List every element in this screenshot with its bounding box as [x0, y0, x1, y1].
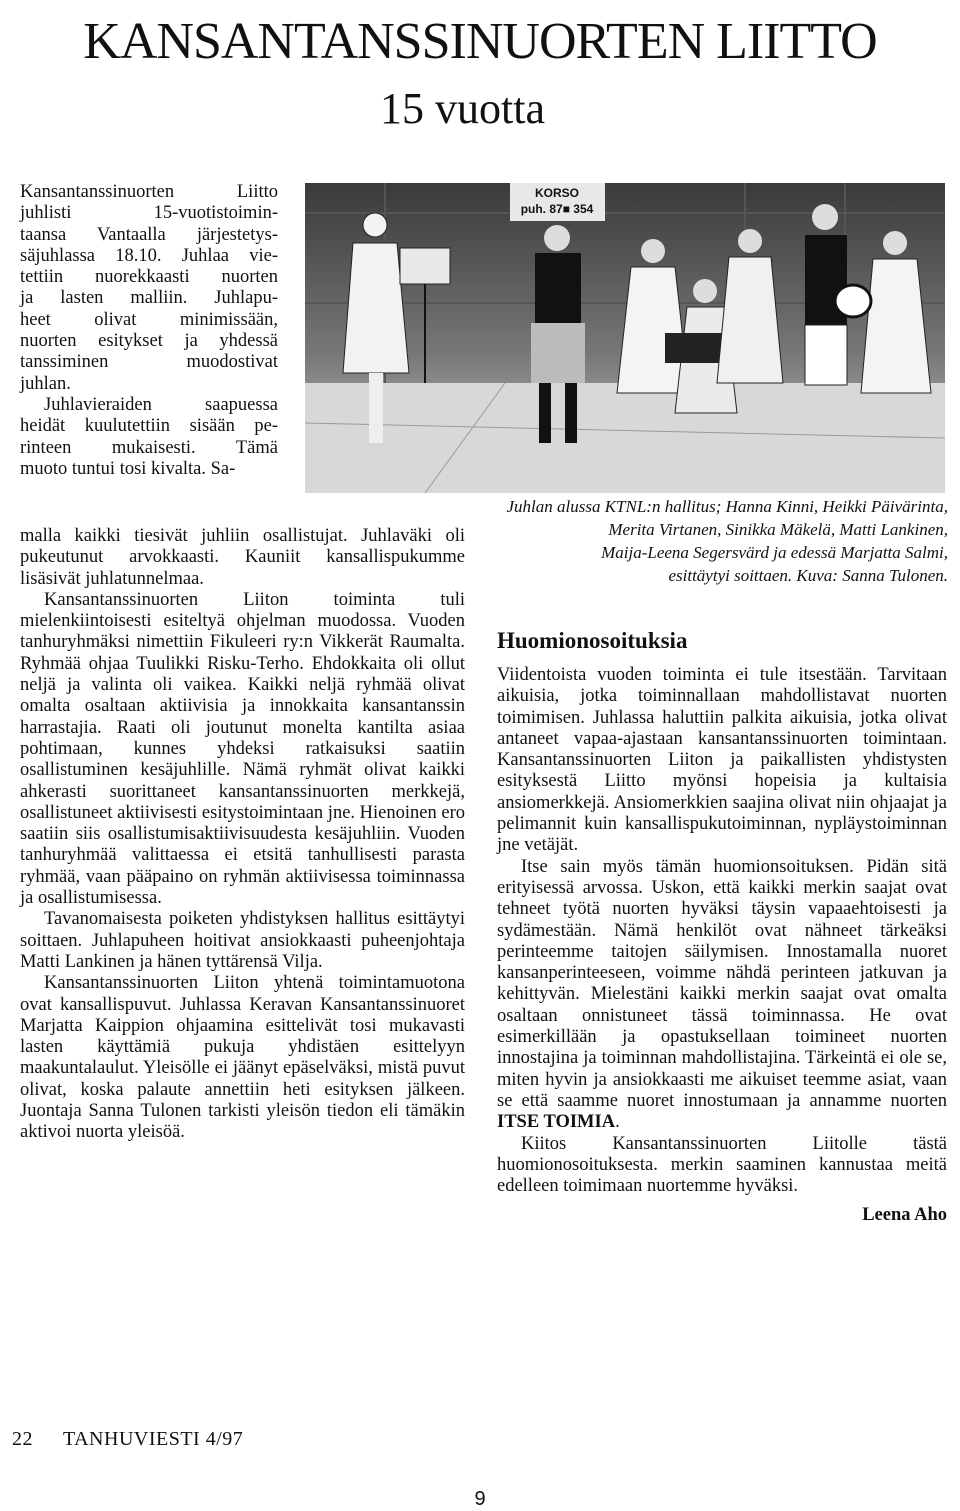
paragraph: Kiitos Kansantanssinuorten Liitolle tästä huomionosoituksesta. merkin saaminen kannustaa meitä edelleen toimimaan nuortemme hyväksi.: [497, 1133, 947, 1197]
left-column: [20, 526, 465, 1144]
page-footer: [12, 1428, 243, 1451]
intro-line: Kansantanssinuorten Liitto: [20, 182, 278, 202]
intro-line: rinteen mukaisesti. Tämä: [20, 437, 278, 458]
article-subtitle: 15 vuotta: [380, 84, 545, 133]
paragraph: Tavanomaisesta poiketen yhdistyksen hallitus esittäytyi soittaen. Juhlapuheen hoitivat ansiokkaasti puheenjohtaja Matti Lankinen ja hänen tyttärensä Vilja.: [20, 909, 465, 972]
paragraph: Kansantanssinuorten Liiton toiminta tuli mielenkiintoisesti esiteltyä ohjelman muodossa. Vuoden tanhuryhmäksi nimettiin Fikuleeri ry:n Vikkerät Raumalta. Ryhmää ohjaa Tuulikki Risku-Terho. Ehdokkaita oli ollut neljä ja valinta oli vaikea. Kaikki neljä ryhmää olivat omalta osaltaan aktiivisia ja innokkaita kansantanssin harrastajia. Raati oli joutunut monelta kantilta asiaa pohtimaan, kunnes yhdeksi ratkaisuksi saatiin osallistuminen kesäjuhlille. Nämä ryhmät olivat kaikki ahkerasti suorittaneet kansantanssinuorten merkkejä, osallistuneet aktiivisesti esitystoimintaan jne. Hienoinen ero saatiin siis osallistumisaktiivisuudesta kesäjuhliin. Vuoden tanhuryhmää valittaessa ei etsitä tanhullisesti parasta ryhmää, vaan pääpaino on ryhmän aktiivisessa toiminnassa ja osallistumisessa.: [20, 589, 465, 909]
intro-line: juhlisti 15-vuotistoimin-: [20, 203, 278, 224]
intro-line: juhlan.: [20, 373, 71, 394]
intro-line: tanssiminen muodostivat: [20, 352, 278, 373]
emphasis-text: ITSE TOIMIA: [497, 1112, 616, 1133]
caption-line: Juhlan alussa KTNL:n hallitus; Hanna Kinni, Heikki Päivärinta,: [506, 497, 948, 516]
intro-line: taansa Vantaalla järjestetys-: [20, 224, 278, 245]
photo-caption: [400, 495, 948, 587]
intro-column: [20, 182, 278, 480]
page-number: 9: [474, 1488, 486, 1510]
paragraph: [497, 857, 947, 1134]
photo-illustration: [305, 183, 945, 493]
caption-line: Maija-Leena Segersvärd ja edessä Marjatta Salmi,: [601, 543, 948, 562]
paragraph: Kansantanssinuorten Liiton yhtenä toimintamuotona ovat kansallispuvut. Juhlassa Keravan Kansantanssinuoret Marjatta Kaippion ohjaamina esittelivät tosi mukavasti lasten käyttämiä pukuja yhdistäen esittelyyn maakuntalaulut. Yleisölle ei jäänyt epäselväksi, mistä puvut olivat, koska palaute annettiin heti esityksen jälkeen. Juontaja Sanna Tulonen tarkisti yleisön tiedon eli tämäkin aktivoi nuorta yleisöä.: [20, 973, 465, 1143]
intro-line: tettiin nuorekkaasti nuorten: [20, 267, 278, 288]
intro-line: ja lasten malliin. Juhlapu-: [20, 288, 278, 309]
emphasis-tail: .: [615, 1112, 620, 1133]
intro-line: muoto tuntui tosi kivalta. Sa-: [20, 458, 236, 479]
wall-sign-line1: KORSO: [534, 186, 580, 200]
article-photo: [305, 183, 945, 493]
caption-line: Merita Virtanen, Sinikka Mäkelä, Matti Lankinen,: [608, 520, 948, 539]
intro-line: Juhlavieraiden saapuessa: [44, 394, 278, 415]
intro-line: heet olivat minimissään,: [20, 309, 278, 330]
author-signature: Leena Aho: [862, 1205, 947, 1226]
section-heading: Huomionosoituksia: [497, 628, 688, 653]
paragraph-text: Itse sain myös tämän huomionsoituksen. Pidän sitä erityisessä arvossa. Uskon, että kaikki merkin saajat ovat tehneet työtä nuorten hyväksi täysin vapaaehtoisesti ja sydämestään. Nämä henkilöt ovat nähneet tärkeäksi perinteemme taitojen säilymisen. Innostamalla nuoret kansanperinteeseen, voimme nähdä perinteen jatkuvan ja kehittyvän. Mielestäni kaikki merkin saajat ovat omalta osaltaan onnistuneet tässä toiminnassa. He ovat esimerkillään ja opastuksellaan toimineet nuorten innostajina ja toiminnan mahdollistajina. Tärkeintä ei ole se, miten hyvin ja ansiokkaasti me aikuiset teemme asiat, vaan se että saamme nuoret innostumaan ja annamme nuorten: [497, 856, 947, 1111]
paragraph: malla kaikki tiesivät juhliin osallistujat. Juhlaväki oli pukeutunut arvokkaasti. Kauniit kansallispukumme lisäsivät juhlatunnelmaa.: [20, 526, 465, 589]
wall-sign-line2: puh. 87■ 354: [520, 202, 594, 216]
footer-publication: TANHUVIESTI 4/97: [63, 1428, 244, 1450]
right-column: [497, 665, 947, 1227]
paragraph: Viidentoista vuoden toiminta ei tule itsestään. Tarvitaan aikuisia, jotka toiminnallaan mahdollistavat nuorten toimimisen. Juhlassa haluttiin palkita aikuisia, jotka olivat antaneet vapaa-ajastaan kansantanssinuorten toimintaan. Kansantanssinuorten Liiton ja paikallisten yhdistysten esityksestä Liitto myönsi hopeisia ja kultaisia ansiomerkkejä. Ansiomerkkien saajina olivat niin ohjaajat ja pelimannit kuin kansallispukutoiminnan, nypläystoiminnan jne vetäjät.: [497, 665, 947, 856]
intro-line: säjuhlassa 18.10. Juhlaa vie-: [20, 245, 278, 266]
footer-page: 22: [12, 1428, 33, 1450]
intro-line: nuorten esitykset ja yhdessä: [20, 331, 278, 352]
article-title: KANSANTANSSINUORTEN LIITTO: [83, 13, 877, 70]
intro-line: heidät kuulutettiin sisään pe-: [20, 416, 278, 437]
caption-line: esittäytyi soittaen. Kuva: Sanna Tulonen.: [668, 566, 948, 585]
